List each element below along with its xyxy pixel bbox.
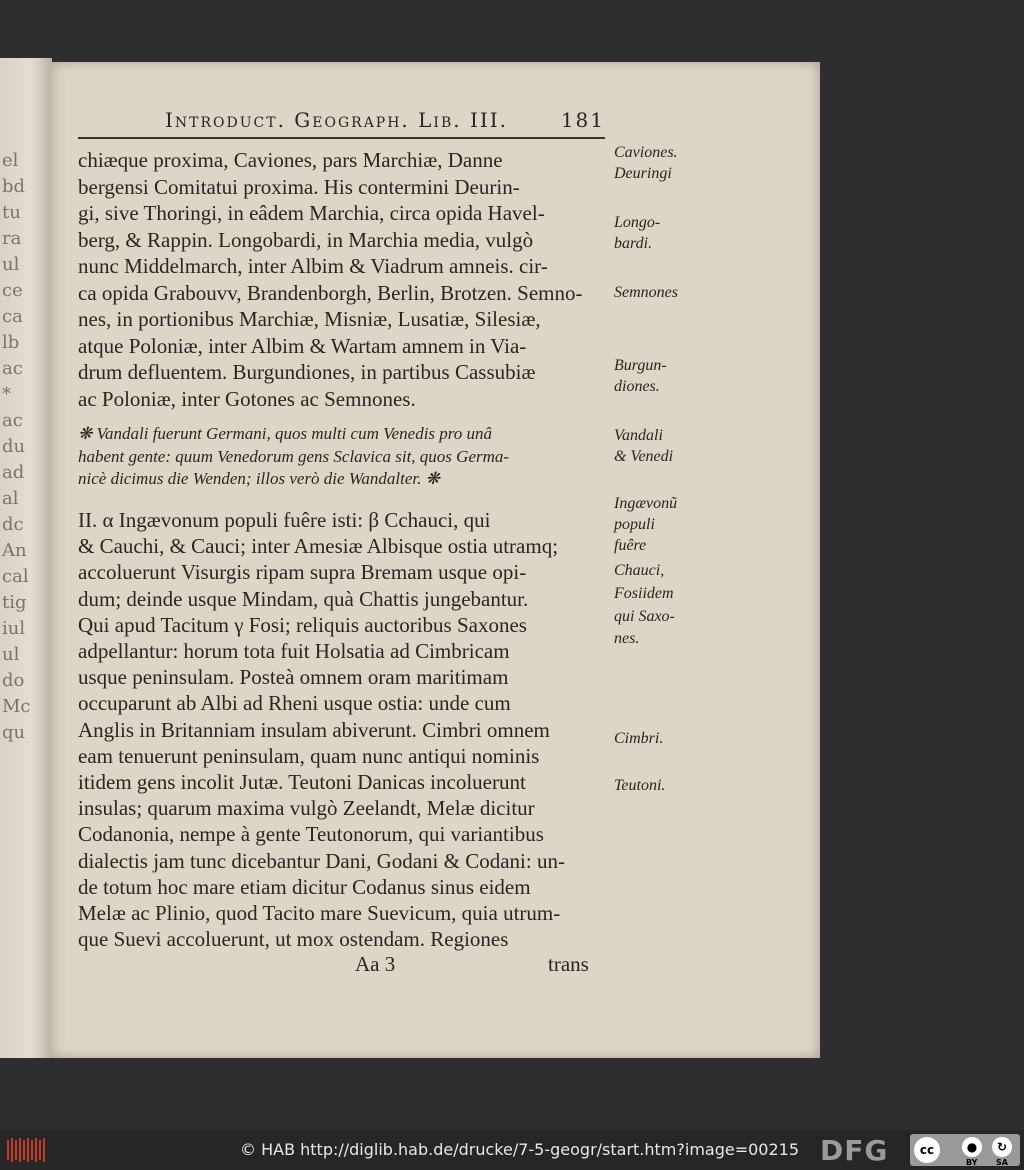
running-header — [165, 108, 605, 138]
body-text-line: eam tenuerunt peninsulam, quam nunc antiqui nominis — [78, 743, 540, 768]
margin-note: Caviones. — [614, 144, 678, 161]
footer-bar — [0, 1130, 1024, 1170]
previous-page-fragment: ce — [2, 280, 23, 301]
body-text-line: itidem gens incolit Jutæ. Teutoni Danicas incoluerunt — [78, 770, 526, 794]
body-text-line: nes, in portionibus Marchiæ, Misniæ, Lusatiæ, Silesiæ, — [78, 307, 541, 331]
body-text-line: accoluerunt Visurgis ripam supra Bremam usque opi- — [78, 560, 527, 585]
body-text-line: Anglis in Britanniam insulam abiverunt. Cimbri omnem — [78, 717, 550, 742]
margin-note: qui Saxo- — [614, 608, 675, 625]
previous-page-fragment: bd — [2, 176, 26, 197]
running-head-title: Introduct. Geograph. Lib. III. — [165, 108, 509, 132]
note-text-line: nicè dicimus die Wenden; illos verò die Wandalter. ❋ — [78, 469, 440, 488]
margin-note: Teutoni. — [614, 777, 666, 794]
previous-page-fragment: dc — [2, 514, 24, 535]
margin-note: & Venedi — [614, 448, 674, 465]
by-person-icon: ● — [962, 1137, 982, 1157]
header-rule — [78, 137, 605, 139]
previous-page-fragment: el — [2, 150, 19, 171]
previous-page-fragment: ra — [2, 228, 22, 249]
body-text-line: chiæque proxima, Caviones, pars Marchiæ, Danne — [78, 148, 503, 172]
margin-note: Semnones — [614, 284, 678, 301]
margin-note: Cimbri. — [614, 730, 664, 747]
previous-page-fragment: tu — [2, 202, 21, 223]
catchword: trans — [548, 952, 589, 976]
body-text-line: usque peninsulam. Posteà omnem oram maritimam — [78, 665, 509, 690]
note-text-line: habent gente: quum Venedorum gens Sclavica sit, quos Germa- — [78, 446, 510, 466]
previous-page-fragment: qu — [2, 722, 26, 743]
body-text-line: de totum hoc mare etiam dicitur Codanus sinus eidem — [78, 874, 531, 899]
body-text-line: dum; deinde usque Mindam, quà Chattis jungebantur. — [78, 586, 529, 611]
dfg-logo: DFG — [820, 1134, 889, 1167]
previous-page-fragment: An — [2, 540, 27, 561]
previous-page-fragment: du — [2, 436, 26, 457]
margin-note: Ingævonũ — [614, 495, 678, 512]
margin-note: bardi. — [614, 235, 653, 252]
body-text-line: gi, sive Thoringi, in eâdem Marchia, circa opida Havel- — [78, 201, 545, 225]
body-text-line: & Cauchi, & Cauci; inter Amesiæ Albisque ostia utramq; — [78, 534, 559, 559]
previous-page-fragment: lb — [2, 332, 20, 353]
margin-note: diones. — [614, 378, 660, 395]
margin-note: Fosiidem — [614, 585, 674, 602]
margin-note: Vandali — [614, 427, 663, 444]
margin-note: nes. — [614, 630, 640, 647]
previous-page-fragment: ad — [2, 462, 25, 483]
margin-note: Deuringi — [614, 165, 672, 182]
margin-note: populi — [614, 516, 655, 533]
previous-page-fragment: ac — [2, 410, 23, 431]
by-label: BY — [966, 1158, 978, 1167]
cc-icon: cc — [914, 1137, 940, 1163]
body-text-line: atque Poloniæ, inter Albim & Wartam amnem in Via- — [78, 333, 527, 358]
margin-note: Chauci, — [614, 562, 665, 579]
margin-note: Longo- — [614, 214, 661, 231]
previous-page-fragment: ca — [2, 306, 23, 327]
body-text-line: bergensi Comitatui proxima. His contermini Deurin- — [78, 174, 520, 199]
previous-page-fragment: ul — [2, 254, 20, 275]
signature-mark: Aa 3 — [355, 952, 396, 976]
sa-label: SA — [996, 1158, 1008, 1167]
previous-page-fragment: ac — [2, 358, 23, 379]
body-text-line: berg, & Rappin. Longobardi, in Marchia media, vulgò — [78, 227, 534, 252]
body-text-line: que Suevi accoluerunt, ut mox ostendam. Regiones — [78, 927, 509, 952]
body-text-line: nunc Middelmarch, inter Albim & Viadrum amneis. cir- — [78, 254, 548, 278]
body-text-line: Melæ ac Plinio, quod Tacito mare Suevicum, quia utrum- — [78, 901, 561, 925]
cc-license-badge[interactable] — [910, 1134, 1020, 1166]
body-text-line: II. α Ingævonum populi fuêre isti: β Cchauci, qui — [78, 508, 491, 532]
previous-page-fragment: al — [2, 488, 19, 509]
body-text-line: occuparunt ab Albi ad Rheni usque ostia: unde cum — [78, 691, 511, 716]
body-text-line: dialectis jam tunc dicebantur Dani, Godani & Codani: un- — [78, 848, 565, 873]
page-number: 181 — [560, 108, 605, 132]
body-text-line: drum defluentem. Burgundiones, in partibus Cassubiæ — [78, 360, 536, 384]
previous-page-fragment: iul — [2, 618, 26, 639]
previous-page-fragment: Mc — [2, 696, 31, 717]
body-text-line: adpellantur: horum tota fuit Holsatia ad Cimbricam — [78, 639, 510, 663]
margin-note: Burgun- — [614, 357, 667, 374]
previous-page-fragment: ul — [2, 644, 20, 665]
body-text-line: insulas; quarum maxima vulgò Zeelandt, Melæ dicitur — [78, 796, 535, 821]
note-text-line: ❋ Vandali fuerunt Germani, quos multi cum Venedis pro unâ — [78, 424, 493, 443]
body-text-line: ac Poloniæ, inter Gotones ac Semnones. — [78, 386, 416, 411]
hab-logo-icon — [6, 1136, 48, 1164]
previous-page-fragment: tig — [2, 592, 27, 613]
previous-page-fragment: do — [2, 670, 25, 691]
body-text-line: Qui apud Tacitum γ Fosi; reliquis auctoribus Saxones — [78, 612, 527, 637]
previous-page-fragment: * — [2, 384, 11, 405]
body-text-line: Codanonia, nempe à gente Teutonorum, qui variantibus — [78, 822, 544, 847]
share-alike-icon: ↻ — [992, 1137, 1012, 1157]
copyright-link[interactable]: © HAB http://diglib.hab.de/drucke/7-5-geogr/start.htm?image=00215 — [240, 1140, 800, 1159]
margin-note: fuêre — [614, 537, 647, 554]
previous-page-fragment: cal — [2, 566, 29, 587]
body-text-line: ca opida Grabouvv, Brandenborgh, Berlin, Brotzen. Semno- — [78, 280, 583, 305]
